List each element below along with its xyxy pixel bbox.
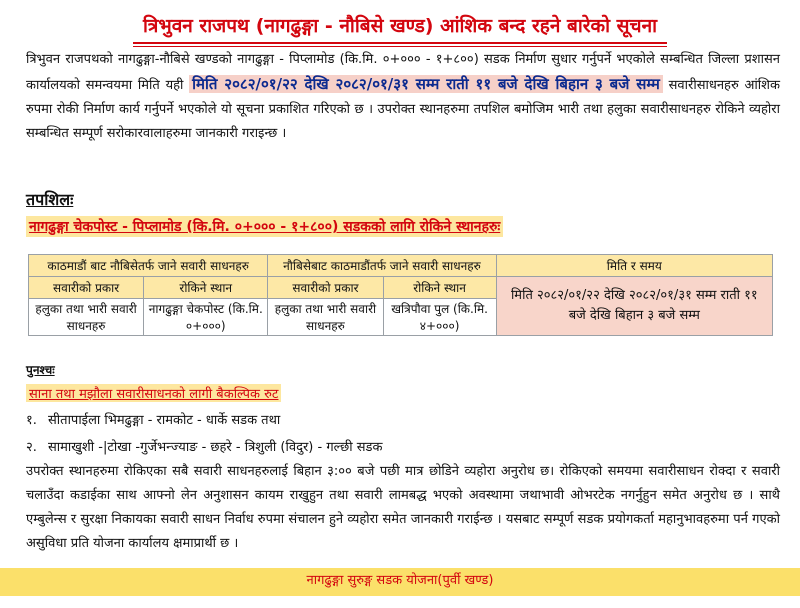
closing-paragraph: उपरोक्त स्थानहरुमा रोकिएका सबै सवारी साधनहरुलाई बिहान ३:०० बजे पछी मात्र छोडिने व्यहोरा अनुरोध छ। रोकिएको समयमा सवारीसाधन रोक्दा र सवारी चलाउँदा कडाईका साथ आफ्नो लेन अनुशासन कायम राखुहुन तथा सवारी लामबद्ध भएको अवस्थामा जथाभावी ओभरटेक नगर्नुहुन समेत अनुरोध छ । साथै एम्बुलेन्स र सुरक्षा निकायका सवारी साधन निर्वाध रुपमा संचालन हुने व्यहोरा समेत जानकारी गराईन्छ । यसबाट सम्पूर्ण सडक प्रयोगकर्ता महानुभावहरुमा पर्न गएको असुविधा प्रति योजना कार्यालय क्षमाप्रार्थी छ । — [26, 464, 780, 551]
closure-datetime: मिति २०८२/०१/२२ देखि २०८२/०१/३१ सम्म राती ११ बजे देखि बिहान ३ बजे सम्म — [496, 277, 772, 336]
route-number: १. — [26, 413, 37, 428]
vehicle-type-a: हलुका तथा भारी सवारी साधनहरु — [29, 299, 144, 336]
intro-text-before: त्रिभुवन राजपथको नागढुङ्गा-नौबिसे खण्डको नागढुङ्गा - पिप्लामोड (कि.मि. ०+००० - १+८००) सडक निर्माण सुधार गर्नुपर्ने भएकोले सम्बन्धित जिल्ला प्रशासन कार्यालयको समन्वयमा मिति यही — [26, 52, 780, 93]
date-highlight: मिति २०८२/०१/२२ देखि २०८२/०१/३१ सम्म राती ११ बजे देखि बिहान ३ बजे सम्म — [189, 75, 663, 93]
stop-place-b: खत्रिपौवा पुल (कि.मि. ४+०००) — [383, 299, 496, 336]
col-stop-place-b: रोकिने स्थान — [383, 277, 496, 299]
stop-place-a: नागढुङ्गा चेकपोस्ट (कि.मि. ०+०००) — [144, 299, 268, 336]
intro-paragraph — [26, 48, 780, 146]
notice-title-wrap — [0, 10, 800, 44]
notice-title: त्रिभुवन राजपथ (नागढुङ्गा - नौबिसे खण्ड) आंशिक बन्द रहने बारेको सूचना — [133, 10, 667, 44]
route-text: सामाखुशी -|टोखा -गुर्जेभन्ज्याङ - छहरे - त्रिशुली (विदुर) - गल्छी सडक — [48, 440, 383, 455]
col-vehicle-type-a: सवारीको प्रकार — [29, 277, 144, 299]
col-vehicle-type-b: सवारीको प्रकार — [268, 277, 383, 299]
stop-locations-table — [28, 254, 773, 336]
group-header-naubise-to-kathmandu: नौबिसेबाट काठमाडौंतर्फ जाने सवारी साधनहरु — [268, 255, 496, 277]
route-item — [26, 410, 280, 428]
punashcha-label: पुनश्चः — [26, 363, 55, 377]
route-item — [26, 437, 382, 455]
route-number: २. — [26, 440, 37, 455]
vehicle-type-b: हलुका तथा भारी सवारी साधनहरु — [268, 299, 383, 336]
tapshil-label: तपशिलः — [26, 190, 74, 209]
alternate-route-heading: साना तथा मझौला सवारीसाधनको लागी बैकल्पिक रुट — [26, 384, 281, 402]
route-text: सीतापाईला भिमढुङ्गा - रामकोट - धार्के सडक तथा — [48, 413, 281, 428]
intro-text-after: सवारीसाधनहरु आंशिक रुपमा रोकी निर्माण कार्य गर्नुपर्ने भएकोले यो सूचना प्रकाशित गरिएको छ । उपरोक्त स्थानहरुमा तपशिल बमोजिम भारी तथा हलुका सवारीसाधनहरु रोकिने व्यहोरा सम्बन्धित सम्पूर्ण सरोकारवालाहरुमा जानकारी गराइन्छ । — [26, 78, 780, 141]
stop-locations-heading: नागढुङ्गा चेकपोस्ट - पिप्लामोड (कि.मि. ०+००० - १+८००) सडकको लागि रोकिने स्थानहरुः — [26, 216, 503, 237]
footer-banner: नागढुङ्गा सुरुङ्ग सडक योजना(पुर्वी खण्ड) — [0, 568, 800, 596]
col-stop-place-a: रोकिने स्थान — [144, 277, 268, 299]
group-header-datetime: मिति र समय — [496, 255, 772, 277]
group-header-kathmandu-to-naubise: काठमाडौं बाट नौबिसेतर्फ जाने सवारी साधनहरु — [29, 255, 268, 277]
